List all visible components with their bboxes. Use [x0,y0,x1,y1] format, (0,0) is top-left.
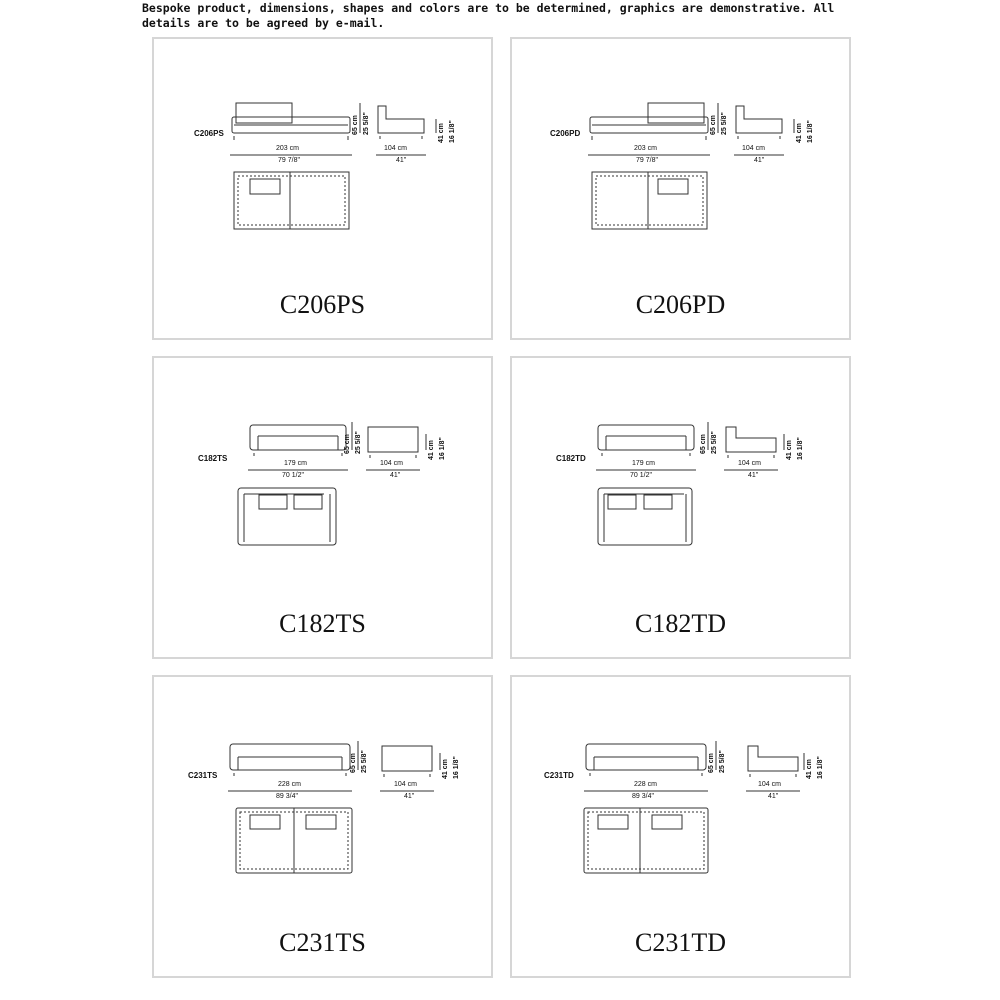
depth-in: 41" [396,157,407,164]
panel-caption: C206PD [635,290,726,319]
disclaimer-text: Bespoke product, dimensions, shapes and colors are to be determined, graphics are demonstrative. All details are to be agreed by e-mail. [142,1,835,30]
depth-in: 41" [404,793,415,800]
height-in: 25 5/8" [721,112,728,135]
width-cm: 228 cm [278,781,301,788]
panel-caption: C206PS [279,290,366,319]
sofa-panel-c206pd [510,37,851,340]
width-cm: 179 cm [284,460,307,467]
width-in: 79 7/8" [636,157,658,164]
width-in: 89 3/4" [276,793,298,800]
model-code: C231TS [188,771,218,780]
width-in: 79 7/8" [278,157,300,164]
seat-in: 16 1/8" [449,120,456,143]
model-code: C231TD [544,771,574,780]
height-in: 25 5/8" [711,431,718,454]
seat-in: 16 1/8" [453,756,460,779]
height-in: 25 5/8" [363,112,370,135]
width-cm: 203 cm [634,145,657,152]
panel-caption: C231TS [279,928,366,957]
depth-in: 41" [754,157,765,164]
seat-in: 16 1/8" [797,437,804,460]
model-code: C206PD [550,129,581,138]
depth-in: 41" [390,472,401,479]
depth-cm: 104 cm [742,145,765,152]
height-cm: 65 cm [344,434,351,454]
depth-cm: 104 cm [738,460,761,467]
seat-cm: 41 cm [786,440,793,460]
model-code: C182TS [198,454,228,463]
panel-caption: C182TD [635,609,726,638]
seat-in: 16 1/8" [439,437,446,460]
seat-cm: 41 cm [438,123,445,143]
height-in: 25 5/8" [355,431,362,454]
seat-in: 16 1/8" [817,756,824,779]
panel-caption: C182TS [279,609,366,638]
width-in: 70 1/2" [282,472,304,479]
panel-caption: C231TD [635,928,726,957]
model-code: C182TD [556,454,586,463]
height-cm: 65 cm [350,753,357,773]
model-code: C206PS [194,129,224,138]
height-in: 25 5/8" [719,750,726,773]
depth-cm: 104 cm [380,460,403,467]
depth-in: 41" [768,793,779,800]
height-cm: 65 cm [700,434,707,454]
sofa-panel-c231td [510,675,851,978]
sofa-panel-c231ts [152,675,493,978]
height-cm: 65 cm [710,115,717,135]
seat-cm: 41 cm [796,123,803,143]
width-cm: 203 cm [276,145,299,152]
width-in: 89 3/4" [632,793,654,800]
depth-cm: 104 cm [394,781,417,788]
width-cm: 179 cm [632,460,655,467]
height-cm: 65 cm [352,115,359,135]
depth-in: 41" [748,472,759,479]
seat-cm: 41 cm [806,759,813,779]
seat-cm: 41 cm [428,440,435,460]
width-cm: 228 cm [634,781,657,788]
sofa-panel-c182ts [152,356,493,659]
width-in: 70 1/2" [630,472,652,479]
seat-in: 16 1/8" [807,120,814,143]
depth-cm: 104 cm [758,781,781,788]
sofa-panel-c182td [510,356,851,659]
height-in: 25 5/8" [361,750,368,773]
height-cm: 65 cm [708,753,715,773]
seat-cm: 41 cm [442,759,449,779]
sofa-panel-c206ps [152,37,493,340]
depth-cm: 104 cm [384,145,407,152]
